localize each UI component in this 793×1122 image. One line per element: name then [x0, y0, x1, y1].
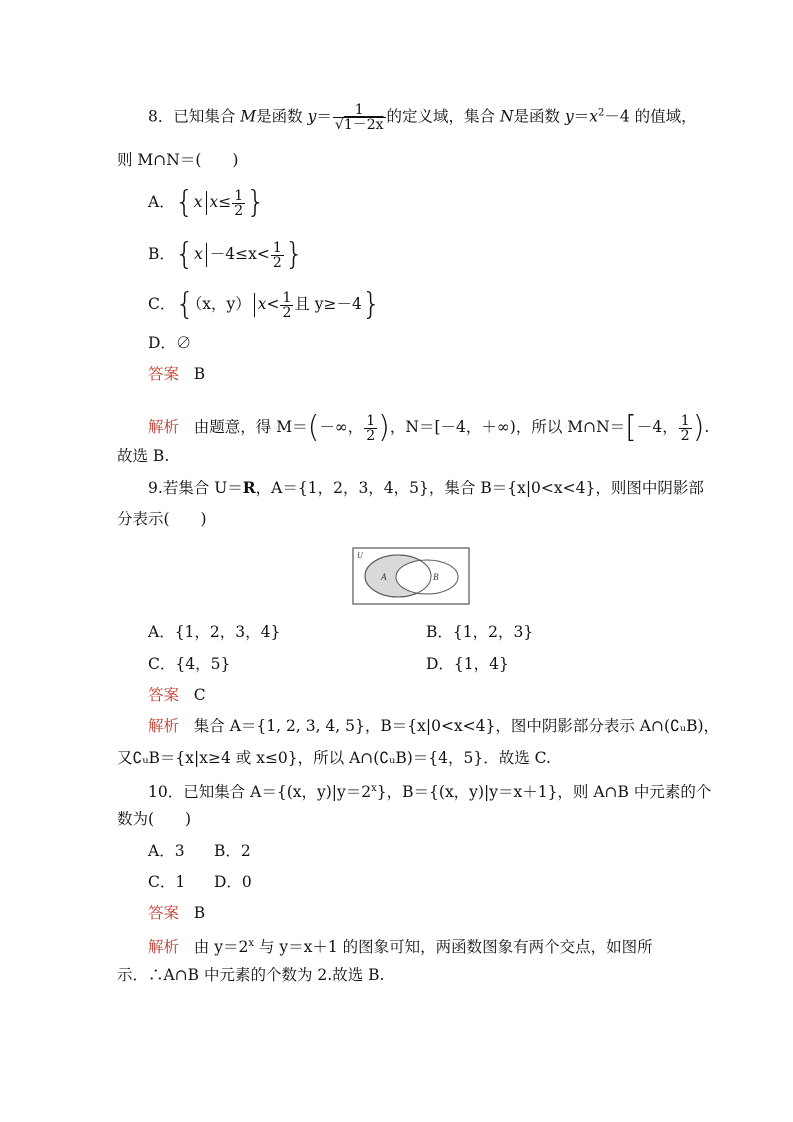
interval-left: －4， — [636, 418, 678, 436]
option-fraction — [232, 189, 245, 218]
option-relation: －4≤x< — [209, 245, 270, 263]
q9-answer — [148, 685, 206, 705]
right-brace: } — [284, 237, 304, 272]
frac-denominator: 2 — [234, 202, 244, 219]
frac-numerator: 1 — [680, 412, 690, 429]
frac-denominator: 2 — [282, 304, 292, 321]
frac-numerator: 1 — [234, 187, 244, 204]
q9-text: 9.若集合 U＝ — [148, 479, 243, 497]
q10-text: 10．已知集合 A＝{(x，y)|y＝2 — [148, 783, 372, 801]
option-fraction — [280, 291, 293, 320]
venn-label-A: A — [381, 572, 387, 582]
q8-answer — [148, 364, 205, 384]
option-label: C． — [148, 295, 176, 313]
q8-stem-line2: 则 M∩N＝( ) — [117, 151, 239, 169]
q8-stem-line1 — [148, 103, 697, 132]
q10-option-c: C．1 — [148, 873, 186, 891]
sqrt-radicand: 1－2x — [343, 117, 384, 133]
analysis-text: 由 y＝2 — [193, 938, 249, 956]
venn-label-U: U — [357, 551, 363, 560]
q8-text: 是函数 — [513, 107, 565, 126]
venn-diagram — [352, 547, 470, 605]
q8-text: ＝ — [316, 107, 332, 126]
var-x: x — [193, 245, 203, 263]
option-relation: x≤ — [209, 193, 232, 211]
option-relation: 且 y≥－4 — [294, 295, 362, 313]
answer-value: B — [193, 904, 206, 922]
q9-stem-line1 — [148, 478, 704, 498]
var-y: y — [564, 107, 574, 126]
q9-stem-line2: 分表示( ) — [117, 510, 207, 528]
frac-numerator: 1 — [282, 289, 292, 306]
analysis-text: 与 y＝x＋1 的图象可知，两函数图象有两个交点，如图所 — [253, 938, 653, 956]
analysis-text: ，N＝[－4，＋∞)，所以 M∩N＝ — [389, 418, 626, 436]
var-x: x — [193, 193, 203, 211]
frac-numerator: 1 — [366, 412, 376, 429]
ordered-pair: （x，y） — [194, 295, 251, 313]
q8-option-c — [148, 287, 382, 322]
q9-analysis-line1 — [148, 716, 719, 736]
answer-label: 答案 — [148, 686, 180, 704]
q8-text: －4 的值域， — [604, 107, 697, 126]
q9-option-d: D．{1，4} — [426, 655, 509, 673]
q8-text: 8．已知集合 — [148, 107, 241, 126]
q10-text: }，B＝{(x，y)|y＝x＋1}，则 A∩B 中元素的个 — [376, 783, 712, 801]
answer-label: 答案 — [148, 904, 180, 922]
q8-option-a — [148, 185, 266, 220]
frac-denominator: √1－2x — [334, 117, 384, 133]
set-bar — [206, 191, 207, 215]
frac-denominator: 2 — [272, 254, 282, 271]
superscript: x — [371, 783, 377, 794]
q8-analysis-line2: 故选 B. — [117, 447, 170, 465]
q10-analysis-line1 — [148, 934, 653, 957]
option-fraction — [271, 241, 284, 270]
analysis-text: 集合 A＝{1, 2, 3, 4, 5}，B＝{x|0<x<4}，图中阴影部分表示 A∩(∁ᵤB)， — [193, 717, 720, 735]
q10-answer — [148, 903, 205, 923]
q10-stem-line2: 数为( ) — [117, 810, 192, 828]
venn-label-B: B — [433, 572, 439, 582]
analysis-label: 解析 — [148, 717, 180, 735]
right-brace: } — [361, 287, 382, 322]
q9-option-a: A．{1，2，3，4} — [148, 623, 281, 641]
q8-option-b — [148, 237, 304, 272]
analysis-text: . — [704, 418, 710, 436]
option-relation: x< — [257, 295, 280, 313]
right-paren: ) — [378, 410, 390, 445]
q8-option-d: D．∅ — [148, 334, 192, 352]
analysis-fraction — [364, 414, 377, 443]
left-brace: { — [174, 185, 194, 220]
q9-option-b: B．{1，2，3} — [426, 623, 534, 641]
superscript: 2 — [598, 107, 605, 119]
left-bracket: [ — [625, 410, 637, 445]
analysis-label: 解析 — [148, 418, 180, 436]
set-bar — [206, 243, 207, 267]
q8-analysis-line1 — [148, 410, 710, 445]
q10-stem-line1 — [148, 779, 711, 802]
q10-option-b: B．2 — [214, 842, 251, 860]
left-brace: { — [175, 287, 195, 322]
left-brace: { — [174, 237, 194, 272]
var-x: x — [589, 107, 598, 126]
q10-option-a: A．3 — [148, 842, 185, 860]
q10-option-d: D．0 — [214, 873, 252, 891]
analysis-fraction — [679, 414, 692, 443]
set-bar — [254, 293, 255, 317]
var-y: y — [307, 107, 317, 126]
q9-option-c: C．{4，5} — [148, 655, 231, 673]
var-N: N — [499, 107, 514, 126]
analysis-text: 由题意，得 M＝ — [193, 418, 308, 436]
answer-value: C — [193, 686, 206, 704]
left-paren: ( — [307, 410, 320, 445]
set-R: R — [242, 478, 256, 497]
q8-text: 的定义域，集合 — [386, 107, 500, 126]
interval-left: －∞， — [319, 418, 364, 436]
q9-text: ，A＝{1，2，3，4，5}，集合 B＝{x|0<x<4}，则图中阴影部 — [255, 479, 704, 497]
q8-fraction — [333, 103, 386, 132]
q8-text: 是函数 — [256, 107, 308, 126]
venn-set-B — [396, 560, 458, 594]
frac-numerator: 1 — [272, 239, 282, 256]
superscript: x — [248, 938, 254, 949]
answer-value: B — [193, 365, 206, 383]
analysis-label: 解析 — [148, 938, 180, 956]
frac-denominator: 2 — [680, 427, 690, 444]
right-brace: } — [246, 185, 266, 220]
frac-numerator: 1 — [333, 103, 386, 118]
var-M: M — [240, 107, 257, 126]
answer-label: 答案 — [148, 365, 180, 383]
option-label: A． — [148, 193, 175, 211]
q8-text: ＝ — [573, 107, 590, 126]
q9-analysis-line2: 又∁ᵤB＝{x|x≥4 或 x≤0}，所以 A∩(∁ᵤB)＝{4，5}．故选 C. — [117, 749, 551, 767]
option-label: B． — [148, 245, 175, 263]
q10-analysis-line2: 示．∴A∩B 中元素的个数为 2.故选 B. — [117, 966, 385, 984]
right-paren: ) — [692, 410, 705, 445]
frac-denominator: 2 — [366, 427, 376, 444]
